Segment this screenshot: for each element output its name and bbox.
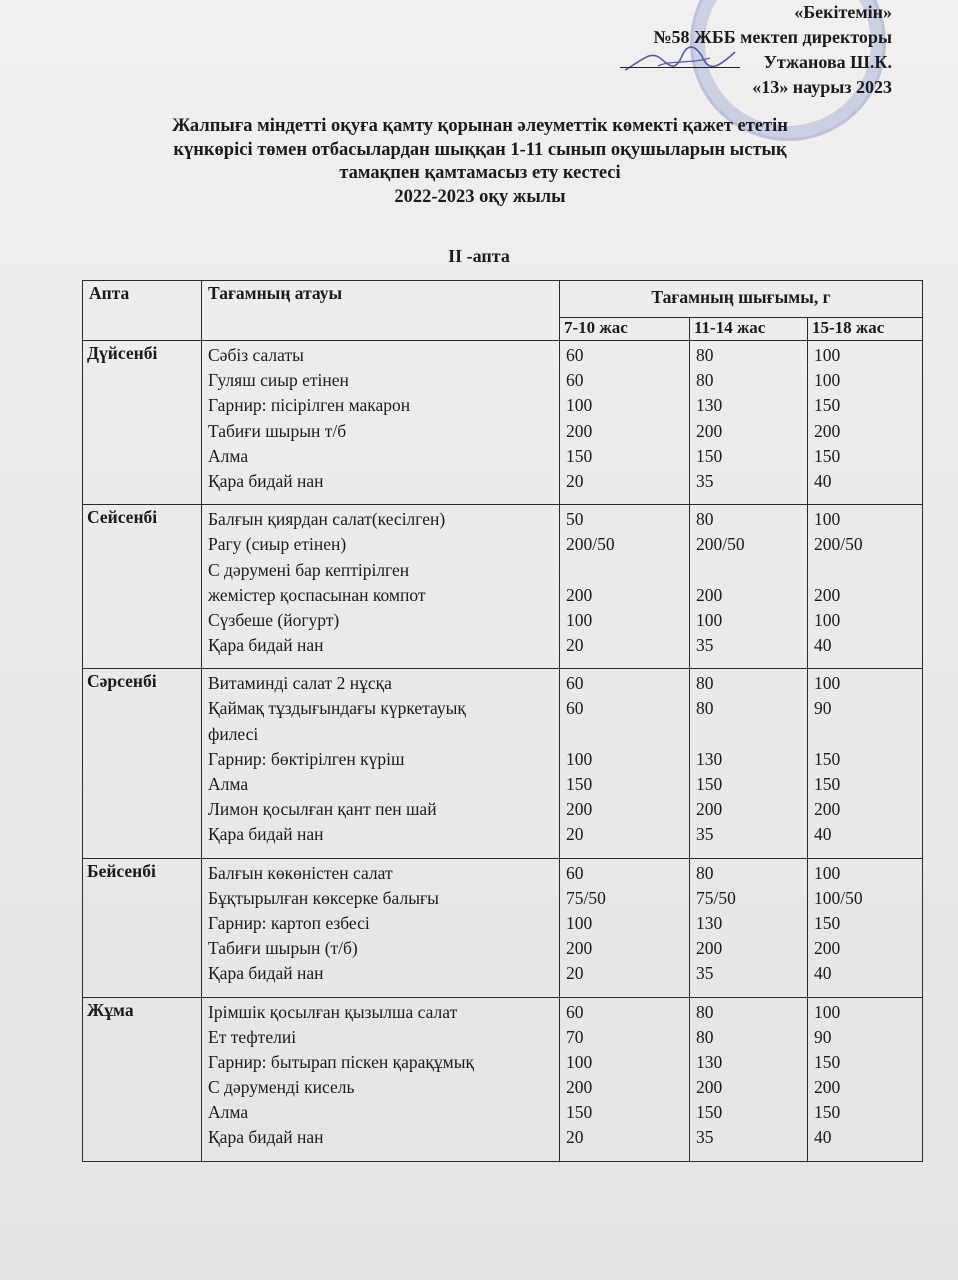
dish-name: Қара бидай нан [208, 470, 324, 491]
portion-value: 200 [696, 420, 723, 441]
portion-value: 130 [696, 748, 723, 769]
portion-11-14 [690, 341, 808, 505]
portion-value: 150 [814, 774, 841, 794]
portion-value: 100 [814, 673, 841, 694]
portion-value: 60 [566, 1001, 584, 1022]
portion-value: 100 [814, 509, 841, 530]
dish-name: Ірімшік қосылған қызылша салат [208, 1001, 458, 1022]
portion-value: 100 [566, 609, 593, 630]
portion-value: 100 [814, 370, 841, 391]
portion-value [696, 558, 801, 583]
portion-value: 100 [696, 609, 723, 630]
table-row [83, 505, 923, 669]
menu-table [82, 280, 923, 1162]
dish-name: Гарнир: картоп езбесі [208, 912, 370, 933]
dish-name: Қара бидай нан [208, 635, 324, 656]
approval-block [653, 0, 892, 100]
portion-7-10 [560, 341, 690, 505]
heading-line-3: тамақпен қамтамасыз ету кестесі [339, 163, 621, 183]
dish-name: Алма [208, 774, 249, 794]
day-name: Бейсенбі [83, 858, 202, 997]
dish-name: С дәруменді кисель [208, 1077, 355, 1098]
portion-value: 150 [566, 774, 593, 794]
dish-list [202, 341, 560, 505]
portion-15-18 [808, 505, 923, 669]
portion-value: 20 [566, 824, 584, 845]
dish-name: жемістер қоспасынан компот [208, 584, 426, 605]
portion-11-14 [690, 669, 808, 858]
portion-value: 20 [566, 963, 584, 984]
portion-value: 200 [566, 584, 593, 605]
dish-name: Балғын қиярдан салат(кесілген) [208, 509, 446, 530]
portion-value: 150 [814, 445, 841, 466]
dish-name: Табиғи шырын (т/б) [208, 938, 358, 959]
portion-11-14 [690, 997, 808, 1161]
day-name: Сәрсенбі [83, 669, 202, 858]
portion-value: 200 [696, 938, 723, 959]
portion-value [566, 558, 683, 583]
portion-value: 150 [696, 445, 723, 466]
portion-value: 20 [566, 635, 584, 656]
approval-position: №58 ЖББ мектеп директоры [653, 27, 892, 47]
portion-value: 80 [696, 862, 714, 883]
portion-value: 150 [814, 912, 841, 933]
heading-line-1: Жалпыға міндетті оқуға қамту қорынан әлеуметтік көмекті қажет ететін [172, 116, 788, 136]
portion-value: 80 [696, 1001, 714, 1022]
header-week: Апта [83, 281, 202, 341]
portion-value: 200 [566, 1077, 593, 1098]
portion-value [814, 558, 916, 583]
portion-11-14 [690, 505, 808, 669]
dish-name: Витаминді салат 2 нұсқа [208, 673, 392, 694]
header-age-7-10: 7-10 жас [560, 318, 690, 341]
approval-director-name: Утжанова Ш.К. [763, 52, 892, 72]
portion-value: 75/50 [696, 887, 736, 908]
dish-name: Ет тефтелиі [208, 1026, 297, 1047]
portion-value: 200 [814, 938, 841, 959]
portion-15-18 [808, 669, 923, 858]
portion-value: 70 [566, 1026, 584, 1047]
portion-15-18 [808, 858, 923, 997]
menu-table-body [83, 341, 923, 1162]
day-name: Сейсенбі [83, 505, 202, 669]
dish-name: Қаймақ тұздығындағы күркетауық [208, 698, 466, 719]
dish-name: Гарнир: пісірілген макарон [208, 395, 411, 416]
portion-value: 150 [814, 1051, 841, 1072]
portion-value: 35 [696, 470, 714, 491]
portion-value: 200 [696, 1077, 723, 1098]
portion-value: 200 [566, 420, 593, 441]
portion-value: 100 [566, 1051, 593, 1072]
portion-value: 80 [696, 698, 714, 719]
portion-value: 80 [696, 1026, 714, 1047]
dish-name: Сәбіз салаты [208, 345, 304, 365]
portion-value: 200 [566, 938, 593, 959]
dish-list [202, 997, 560, 1161]
dish-name: Табиғи шырын т/б [208, 420, 347, 441]
portion-value: 200 [566, 799, 593, 820]
portion-value: 75/50 [566, 887, 606, 908]
dish-name: филесі [208, 723, 259, 744]
portion-value: 130 [696, 1051, 723, 1072]
day-name: Жұма [83, 997, 202, 1161]
portion-value: 60 [566, 698, 584, 719]
header-age-11-14: 11-14 жас [690, 318, 808, 341]
portion-value: 200 [814, 584, 841, 605]
portion-value: 130 [696, 395, 723, 416]
dish-list [202, 505, 560, 669]
portion-7-10 [560, 505, 690, 669]
portion-11-14 [690, 858, 808, 997]
heading-year: 2022-2023 оқу жылы [394, 186, 566, 207]
portion-value: 200 [696, 799, 723, 820]
portion-value: 200/50 [696, 534, 745, 555]
portion-value: 35 [696, 963, 714, 984]
portion-15-18 [808, 997, 923, 1161]
dish-name: С дәрумені бар кептірілген [208, 559, 410, 580]
portion-value: 80 [696, 345, 714, 365]
portion-7-10 [560, 858, 690, 997]
dish-name: Бұқтырылған көксерке балығы [208, 887, 439, 908]
document-heading [100, 115, 860, 209]
portion-value: 80 [696, 509, 714, 530]
portion-value: 130 [696, 912, 723, 933]
portion-value: 60 [566, 673, 584, 694]
portion-value: 40 [814, 470, 832, 491]
portion-value: 100 [566, 748, 593, 769]
approval-title: «Бекітемін» [794, 2, 892, 22]
portion-value [566, 722, 683, 747]
approval-date: «13» наурыз 2023 [752, 77, 892, 97]
table-row [83, 669, 923, 858]
portion-value: 150 [814, 748, 841, 769]
table-row [83, 341, 923, 505]
header-dish: Тағамның атауы [202, 281, 560, 341]
dish-name: Гарнир: бытырап піскен қарақұмық [208, 1051, 474, 1072]
dish-name: Гуляш сиыр етінен [208, 370, 349, 391]
portion-value: 90 [814, 1026, 832, 1047]
dish-list [202, 669, 560, 858]
portion-value: 100 [566, 912, 593, 933]
portion-value: 90 [814, 698, 832, 719]
portion-value: 80 [696, 370, 714, 391]
portion-value: 100 [566, 395, 593, 416]
portion-7-10 [560, 669, 690, 858]
portion-value: 150 [566, 1102, 593, 1123]
portion-value: 60 [566, 370, 584, 391]
portion-value [696, 722, 801, 747]
day-name: Дүйсенбі [83, 341, 202, 505]
portion-value: 100 [814, 862, 841, 883]
portion-value: 35 [696, 635, 714, 656]
portion-value: 200 [814, 1077, 841, 1098]
dish-name: Лимон қосылған қант пен шай [208, 799, 437, 820]
table-row [83, 858, 923, 997]
portion-value: 100/50 [814, 887, 863, 908]
dish-name: Гарнир: бөктірілген күріш [208, 748, 405, 769]
portion-value: 200/50 [566, 534, 615, 555]
portion-value: 150 [814, 1102, 841, 1123]
portion-value: 35 [696, 1127, 714, 1148]
dish-name: Балғын көкөністен салат [208, 862, 393, 883]
dish-name: Қара бидай нан [208, 963, 324, 984]
dish-name: Қара бидай нан [208, 1127, 324, 1148]
portion-value: 200/50 [814, 534, 863, 555]
dish-name: Рагу (сиыр етінен) [208, 534, 347, 555]
portion-value: 200 [814, 420, 841, 441]
heading-line-2: күнкөрісі төмен отбасылардан шыққан 1-11 сынып оқушыларын ыстық [173, 139, 787, 160]
dish-name: Алма [208, 445, 249, 466]
portion-7-10 [560, 997, 690, 1161]
portion-value: 100 [814, 1001, 841, 1022]
portion-value: 150 [566, 445, 593, 466]
portion-15-18 [808, 341, 923, 505]
dish-name: Сүзбеше (йогурт) [208, 609, 340, 630]
portion-value: 80 [696, 673, 714, 694]
portion-value: 40 [814, 1127, 832, 1148]
portion-value: 200 [696, 584, 723, 605]
header-yield: Тағамның шығымы, г [560, 281, 923, 318]
portion-value: 150 [814, 395, 841, 416]
portion-value: 150 [696, 1102, 723, 1123]
portion-value: 40 [814, 824, 832, 845]
week-label: II -апта [448, 246, 510, 266]
portion-value: 150 [696, 774, 723, 794]
portion-value: 35 [696, 824, 714, 845]
portion-value: 50 [566, 509, 584, 530]
portion-value: 40 [814, 635, 832, 656]
dish-list [202, 858, 560, 997]
portion-value: 40 [814, 963, 832, 984]
portion-value: 60 [566, 862, 584, 883]
portion-value: 100 [814, 609, 841, 630]
table-row [83, 997, 923, 1161]
header-age-15-18: 15-18 жас [808, 318, 923, 341]
portion-value: 200 [814, 799, 841, 820]
portion-value: 20 [566, 470, 584, 491]
dish-name: Қара бидай нан [208, 824, 324, 845]
portion-value: 20 [566, 1127, 584, 1148]
dish-name: Алма [208, 1102, 249, 1123]
portion-value: 60 [566, 345, 584, 365]
portion-value: 100 [814, 345, 841, 365]
portion-value [814, 722, 916, 747]
